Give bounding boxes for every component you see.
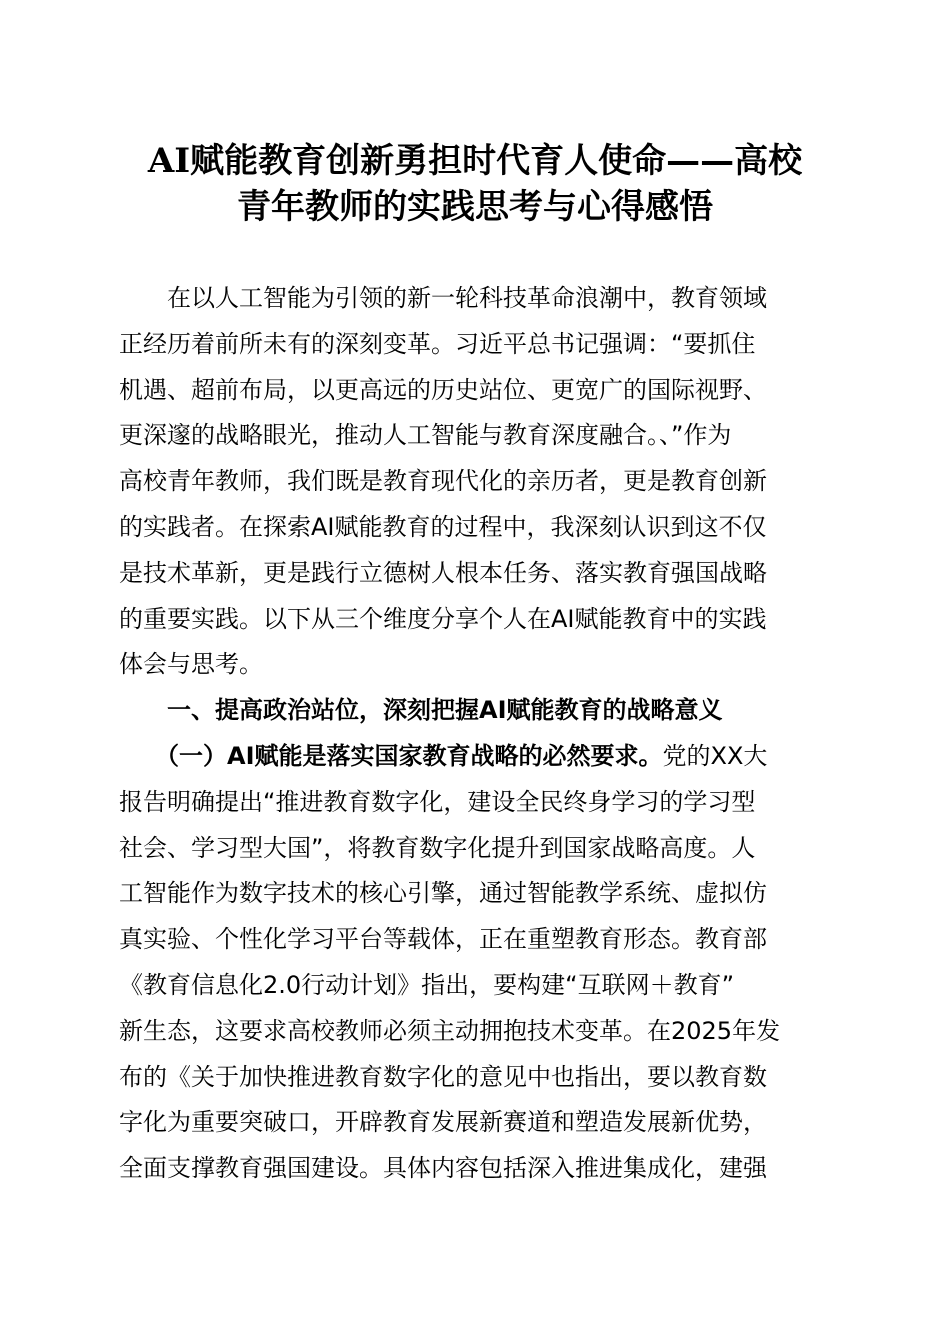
title-line: AI赋能教育创新勇担时代育人使命——高校	[147, 141, 803, 181]
intro-line: 机遇、超前布局，以更高远的历史站位、更宽广的国际视野、	[119, 375, 767, 404]
document-title	[120, 138, 830, 230]
intro-line: 的实践者。在探索AI赋能教育的过程中，我深刻认识到这不仅	[119, 512, 767, 541]
section-heading-1: 一、提高政治站位，深刻把握AI赋能教育的战略意义	[119, 696, 723, 725]
section1-line: 字化为重要突破口，开辟教育发展新赛道和塑造发展新优势，	[119, 1108, 767, 1137]
section1-line: 新生态，这要求高校教师必须主动拥抱技术变革。在2025年发	[119, 1016, 781, 1045]
intro-line: 的重要实践。以下从三个维度分享个人在AI赋能教育中的实践	[119, 604, 767, 633]
section1-lead: （一）AI赋能是落实国家教育战略的必然要求。	[119, 741, 663, 770]
section1-first-line-rest: 党的XX大	[662, 741, 768, 770]
section1-line: 工智能作为数字技术的核心引擎，通过智能教学系统、虚拟仿	[119, 879, 767, 908]
section1-line: 布的《关于加快推进教育数字化的意见中也指出，要以教育数	[119, 1062, 767, 1091]
document-body	[119, 276, 831, 1192]
section1-line: 社会、学习型大国”，将教育数字化提升到国家战略高度。人	[119, 833, 756, 862]
section1-line: 全面支撑教育强国建设。具体内容包括深入推进集成化，建强	[119, 1154, 767, 1183]
section1-line: 报告明确提出“推进教育数字化，建设全民终身学习的学习型	[119, 787, 756, 816]
intro-line: 在以人工智能为引领的新一轮科技革命浪潮中，教育领域	[119, 284, 767, 312]
intro-line: 是技术革新，更是践行立德树人根本任务、落实教育强国战略	[119, 558, 767, 587]
section1-line: 真实验、个性化学习平台等载体，正在重塑教育形态。教育部	[119, 925, 767, 954]
intro-line: 高校青年教师，我们既是教育现代化的亲历者，更是教育创新	[119, 467, 767, 496]
title-line: 青年教师的实践思考与心得感悟	[237, 187, 713, 227]
section1-first-line	[119, 734, 831, 780]
intro-line: 体会与思考。	[119, 650, 263, 679]
section1-line: 《教育信息化2.0行动计划》指出，要构建“互联网＋教育”	[119, 970, 735, 999]
intro-line: 更深邃的战略眼光，推动人工智能与教育深度融合。、”作为	[119, 421, 732, 450]
intro-line: 正经历着前所未有的深刻变革。习近平总书记强调：“要抓住	[119, 329, 756, 358]
